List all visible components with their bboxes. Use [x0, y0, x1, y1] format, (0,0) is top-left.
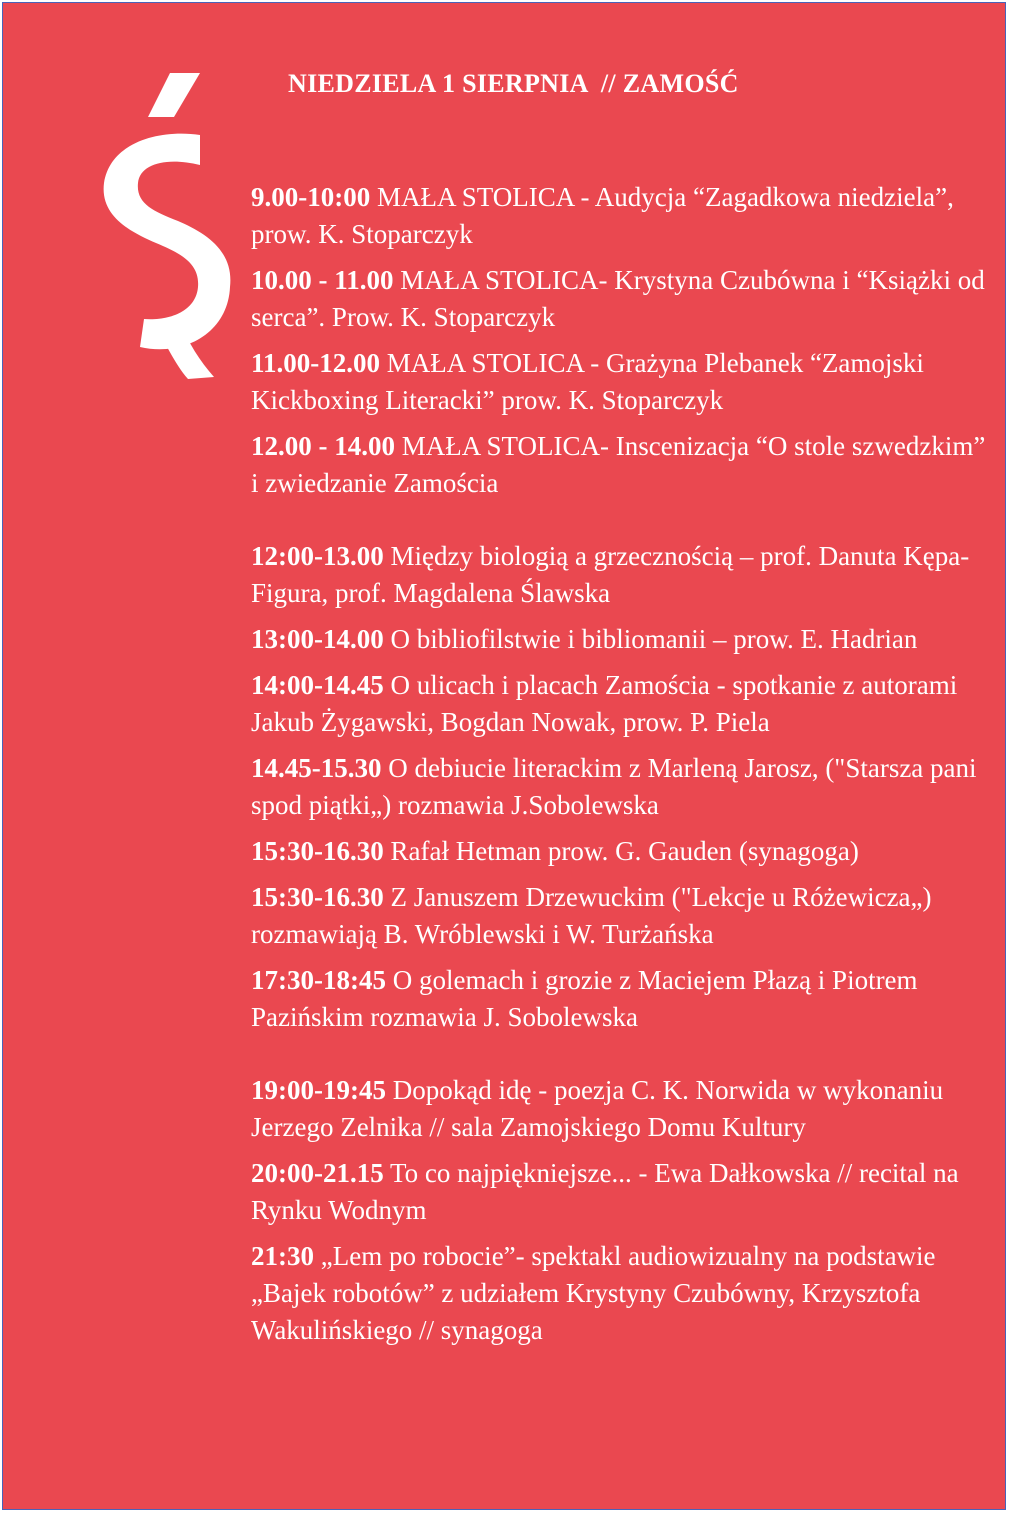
entry-time: 17:30-18:45	[251, 965, 386, 995]
schedule-entry	[251, 262, 991, 336]
schedule-entry	[251, 879, 991, 953]
entry-time: 13:00-14.00	[251, 624, 384, 654]
schedule-entry	[251, 750, 991, 824]
entry-description: MAŁA STOLICA- Inscenizacja “O stole szwedzkim” i zwiedzanie Zamościa	[251, 431, 986, 498]
schedule-list	[251, 179, 991, 1358]
entry-time: 9.00-10:00	[251, 182, 371, 212]
entry-description: O golemach i grozie z Maciejem Płazą i Piotrem Pazińskim rozmawia J. Sobolewska	[251, 965, 918, 1032]
s-acute-ogonek-logo-icon	[88, 65, 238, 385]
schedule-entry	[251, 962, 991, 1036]
schedule-entry	[251, 538, 991, 612]
entry-time: 10.00 - 11.00	[251, 265, 394, 295]
schedule-entry	[251, 1072, 991, 1146]
entry-description: MAŁA STOLICA - Grażyna Plebanek “Zamojski Kickboxing Literacki” prow. K. Stoparczyk	[251, 348, 924, 415]
entry-description: Z Januszem Drzewuckim ("Lekcje u Różewicza„) rozmawiają B. Wróblewski i W. Turżańska	[251, 882, 932, 949]
entry-time: 19:00-19:45	[251, 1075, 386, 1105]
entry-time: 20:00-21.15	[251, 1158, 384, 1188]
entry-time: 15:30-16.30	[251, 882, 384, 912]
schedule-entry	[251, 621, 991, 658]
schedule-entry	[251, 1155, 991, 1229]
entry-time: 21:30	[251, 1241, 314, 1271]
entry-description: MAŁA STOLICA- Krystyna Czubówna i “Książki od serca”. Prow. K. Stoparczyk	[251, 265, 985, 332]
entry-description: „Lem po robocie”- spektakl audiowizualny na podstawie „Bajek robotów” z udziałem Krystyny Czubówny, Krzysztofa Wakulińskiego // synagoga	[251, 1241, 936, 1345]
entry-description: O bibliofilstwie i bibliomanii – prow. E. Hadrian	[383, 624, 918, 654]
entry-description: Dopokąd idę - poezja C. K. Norwida w wykonaniu Jerzego Zelnika // sala Zamojskiego Domu Kultury	[251, 1075, 944, 1142]
entry-description: Rafał Hetman prow. G. Gauden (synagoga)	[383, 836, 859, 866]
schedule-entry	[251, 667, 991, 741]
entry-time: 14:00-14.45	[251, 670, 384, 700]
entry-time: 15:30-16.30	[251, 836, 384, 866]
schedule-entry	[251, 345, 991, 419]
entry-time: 14.45-15.30	[251, 753, 382, 783]
entry-description: To co najpiękniejsze... - Ewa Dałkowska // recital na Rynku Wodnym	[251, 1158, 959, 1225]
entry-time: 11.00-12.00	[251, 348, 381, 378]
schedule-entry	[251, 428, 991, 502]
schedule-entry	[251, 833, 991, 870]
entry-description: Między biologią a grzecznością – prof. Danuta Kępa-Figura, prof. Magdalena Ślawska	[251, 541, 970, 608]
poster	[2, 2, 1006, 1510]
entry-description: MAŁA STOLICA - Audycja “Zagadkowa niedziela”, prow. K. Stoparczyk	[251, 182, 954, 249]
schedule-entry	[251, 179, 991, 253]
entry-time: 12:00-13.00	[251, 541, 384, 571]
entry-description: O debiucie literackim z Marleną Jarosz, ("Starsza pani spod piątki„) rozmawia J.Sobolewska	[251, 753, 977, 820]
entry-description: O ulicach i placach Zamościa - spotkanie z autorami Jakub Żygawski, Bogdan Nowak, prow. P. Piela	[251, 670, 958, 737]
page-title: NIEDZIELA 1 SIERPNIA // ZAMOŚĆ	[288, 69, 739, 98]
schedule-entry	[251, 1238, 991, 1349]
entry-time: 12.00 - 14.00	[251, 431, 395, 461]
